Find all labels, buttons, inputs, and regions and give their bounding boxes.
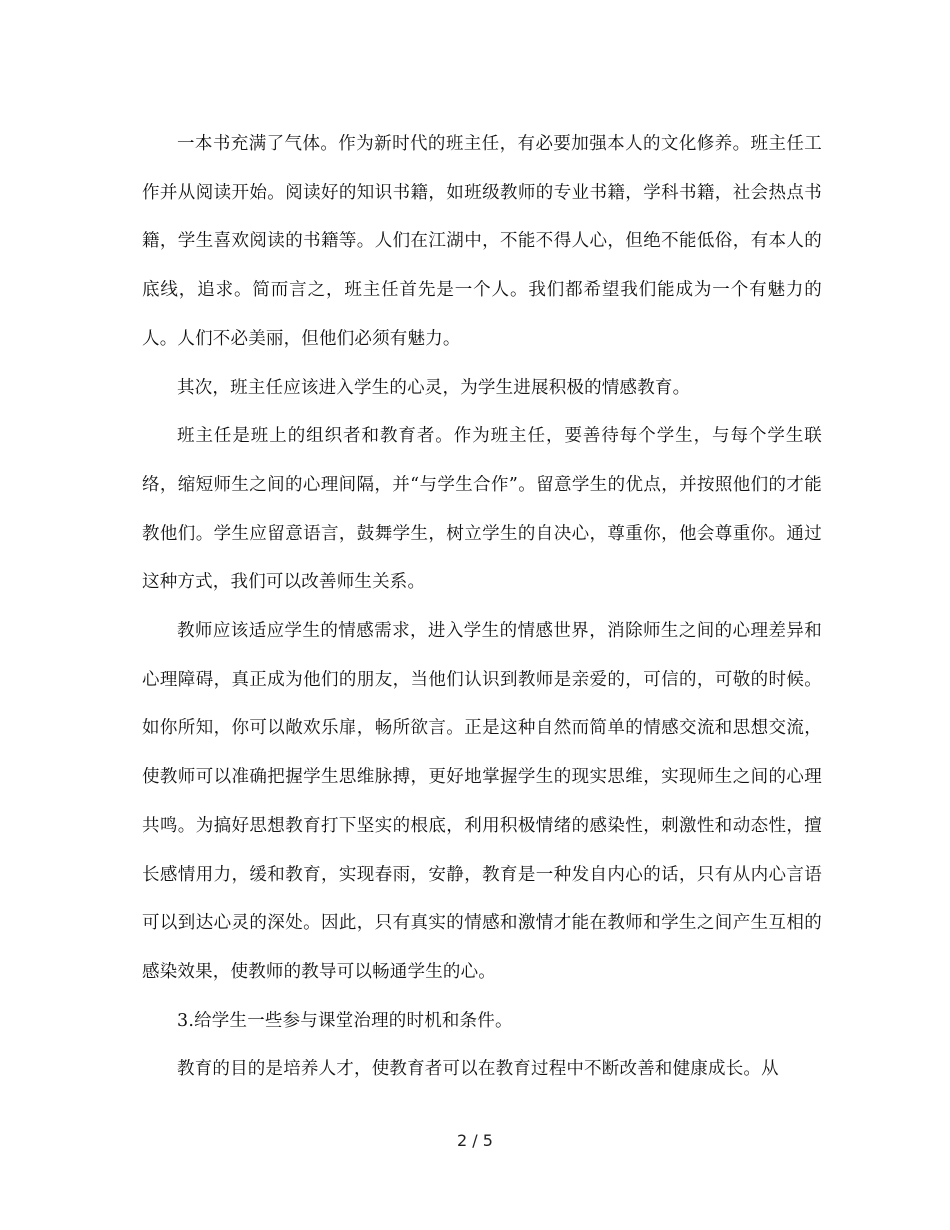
page-number: 2 / 5 (457, 1131, 493, 1150)
paragraph-6: 教育的目的是培养人才，使教育者可以在教育过程中不断改善和健康成长。从 (177, 1059, 779, 1080)
document-page (142, 120, 822, 1094)
paragraph-3: 班主任是班上的组织者和教育者。作为班主任，要善待每个学生，与每个学生联络，缩短师生之间的心理间隔，并“与学生合作”。留意学生的优点，并按照他们的才能教他们。学生应留意语言，鼓舞学生，树立学生的自决心，尊重你，他会尊重你。通过这种方式，我们可以改善师生关系。 (142, 426, 822, 593)
paragraph-2: 其次，班主任应该进入学生的心灵，为学生进展积极的情感教育。 (177, 377, 691, 398)
paragraph-5: 3.给学生一些参与课堂治理的时机和条件。 (177, 1010, 513, 1031)
paragraph-1: 一本书充满了气体。作为新时代的班主任，有必要加强本人的文化修养。班主任工作并从阅读开始。阅读好的知识书籍，如班级教师的专业书籍，学科书籍，社会热点书籍，学生喜欢阅读的书籍等。人们在江湖中，不能不得人心，但绝不能低俗，有本人的底线，追求。简而言之，班主任首先是一个人。我们都希望我们能成为一个有魅力的人。人们不必美丽，但他们必须有魅力。 (142, 134, 822, 349)
paragraph-4: 教师应该适应学生的情感需求，进入学生的情感世界，消除师生之间的心理差异和心理障碍，真正成为他们的朋友，当他们认识到教师是亲爱的，可信的，可敬的时候。如你所知，你可以敞欢乐扉，畅所欲言。正是这种自然而简单的情感交流和思想交流，使教师可以准确把握学生思维脉搏，更好地掌握学生的现实思维，实现师生之间的心理共鸣。为搞好思想教育打下坚实的根底，利用积极情绪的感染性，刺激性和动态性，擅长感情用力，缓和教育，实现春雨，安静，教育是一种发自内心的话，只有从内心言语可以到达心灵的深处。因此，只有真实的情感和激情才能在教师和学生之间产生互相的感染效果，使教师的教导可以畅通学生的心。 (142, 621, 822, 982)
